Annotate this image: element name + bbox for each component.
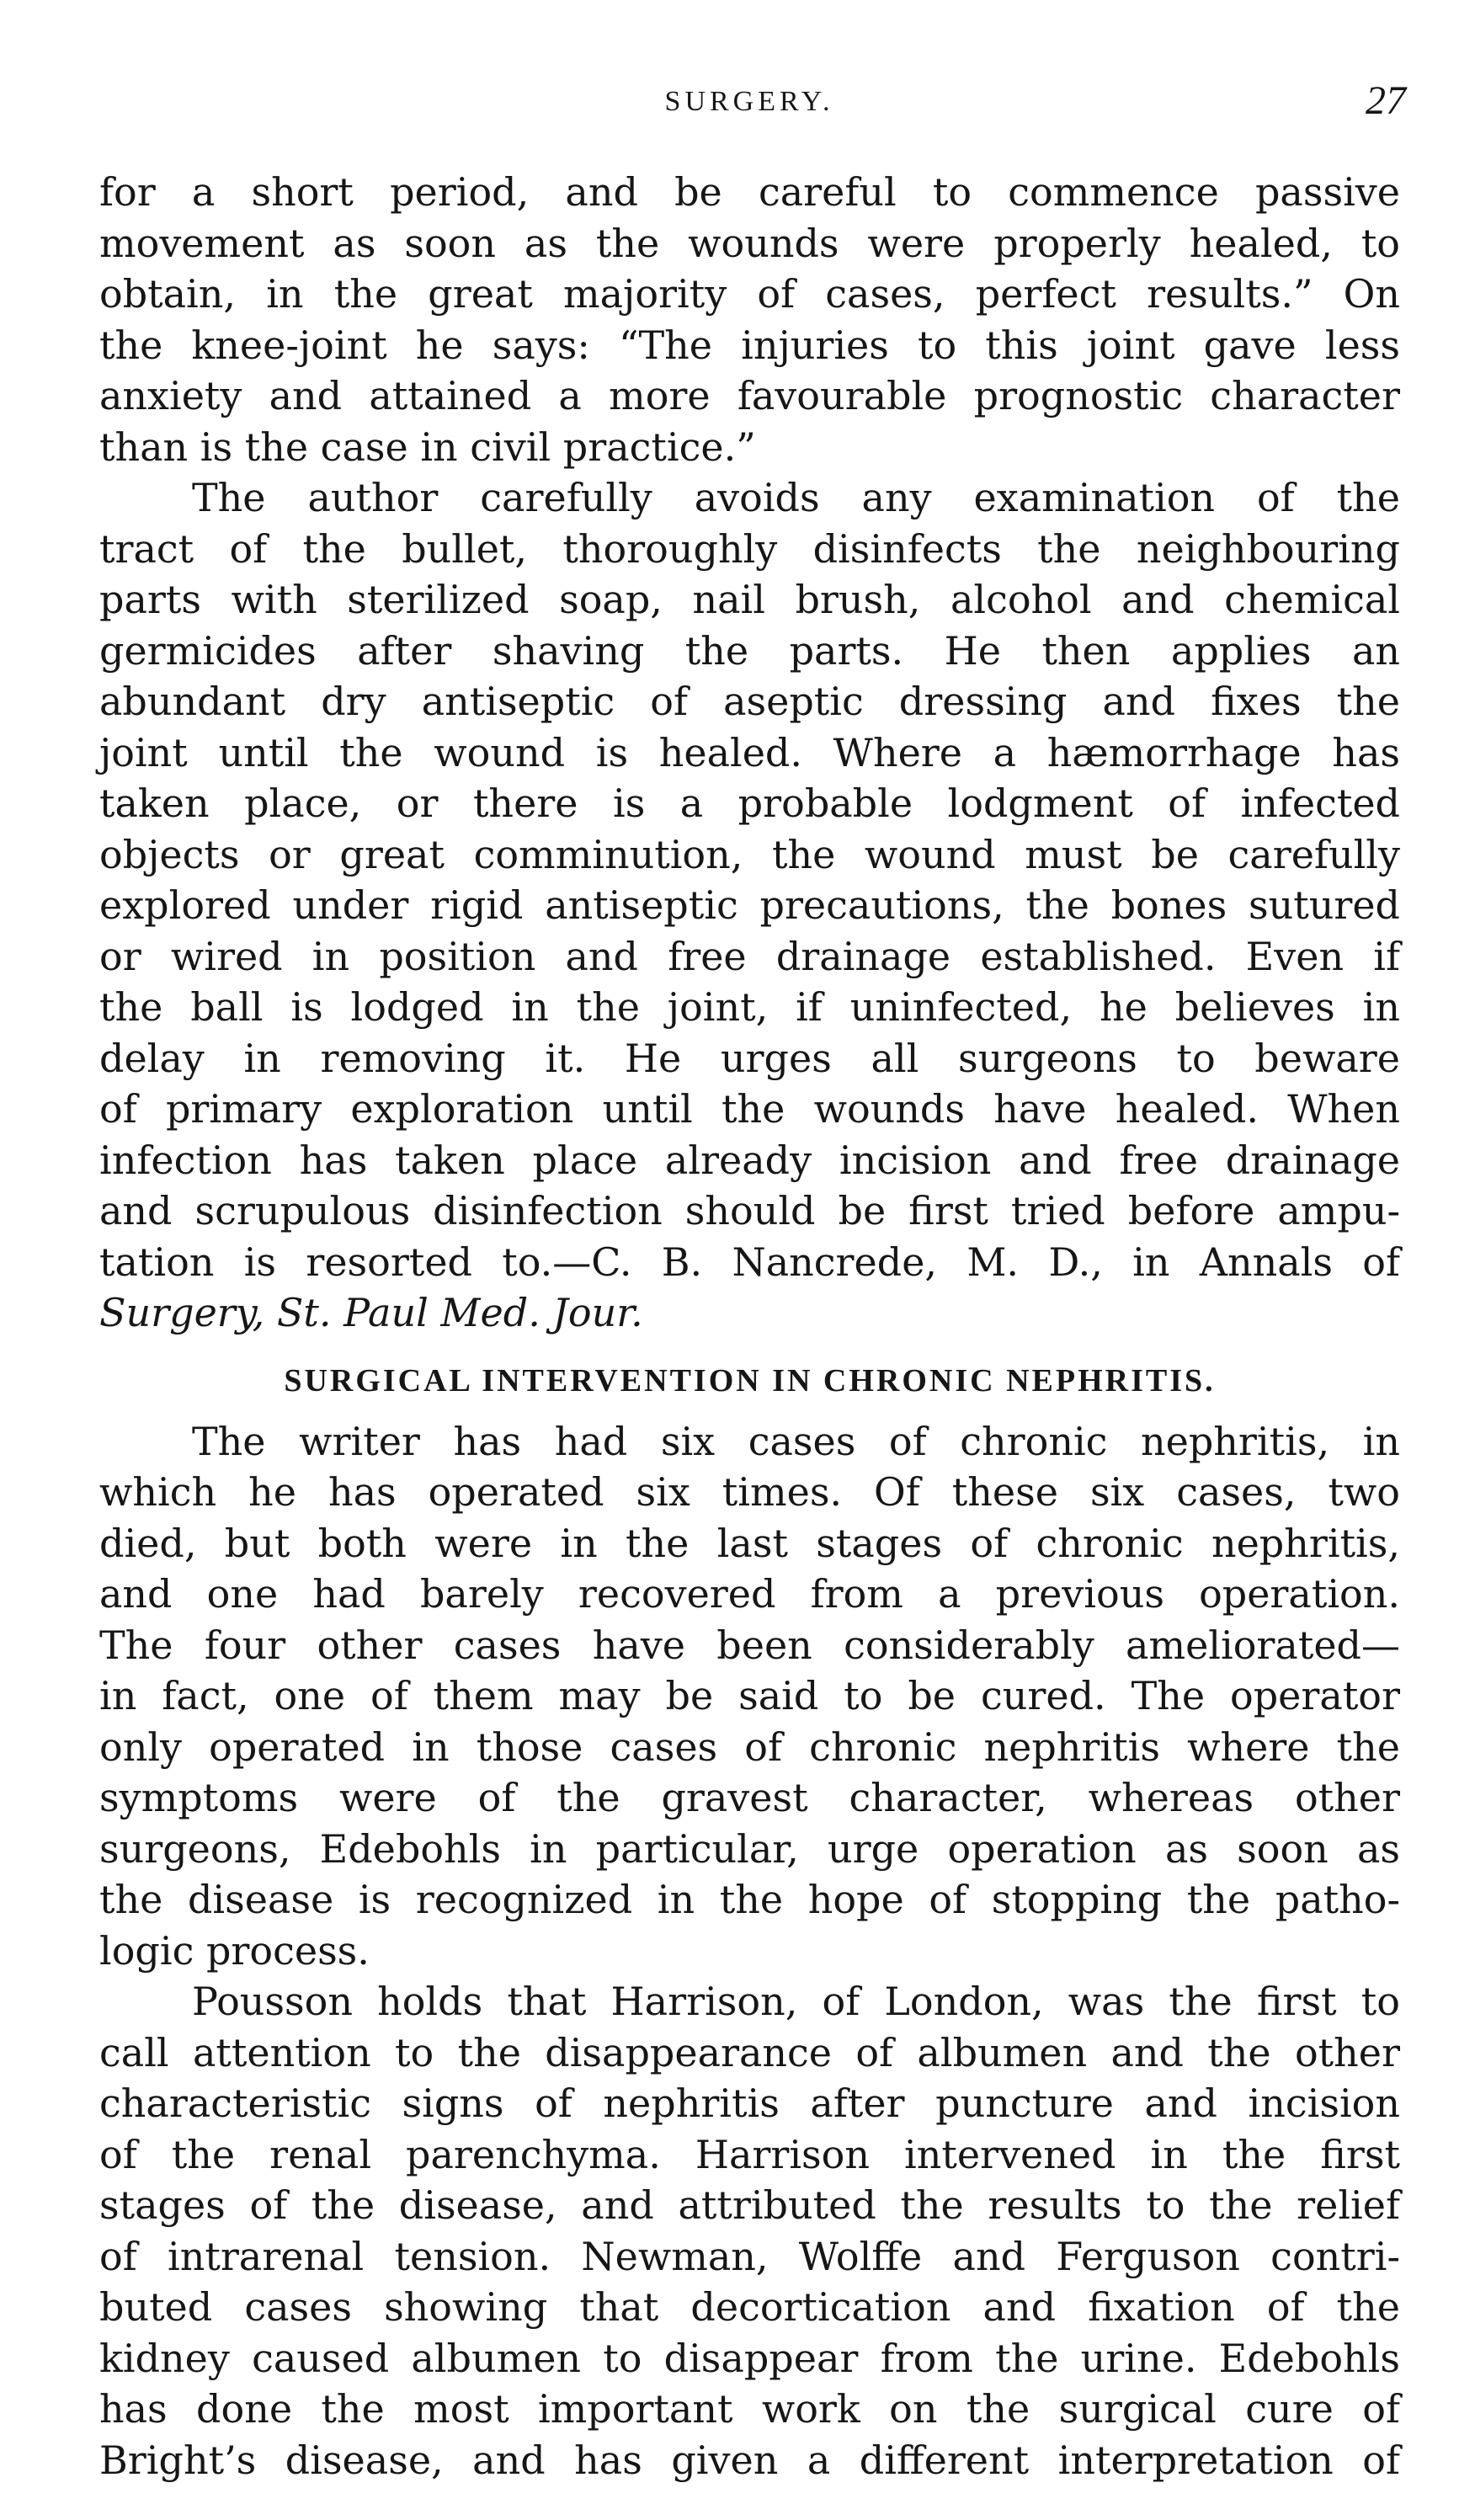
text-line: and scrupulous disinfection should be first tried before ampu-	[99, 1188, 1400, 1233]
body-text	[99, 167, 1400, 2485]
section-heading: SURGICAL INTERVENTION IN CHRONIC NEPHRITIS.	[284, 1362, 1216, 1399]
text-line: buted cases showing that decortication and fixation of the	[99, 2284, 1400, 2330]
text-line: tation is resorted to.—C. B. Nancrede, M. D., in Annals of	[99, 1239, 1400, 1285]
page-number: 27	[1366, 78, 1406, 123]
citation-line: Surgery, St. Paul Med. Jour.	[99, 1290, 643, 1335]
text-line: of the renal parenchyma. Harrison intervened in the first	[99, 2131, 1400, 2177]
text-line: Pousson holds that Harrison, of London, was the first to	[192, 1979, 1400, 2024]
paragraph-passive-movement	[99, 167, 1400, 472]
text-line: abundant dry antiseptic of aseptic dressing and fixes the	[99, 679, 1400, 724]
text-line: the disease is recognized in the hope of stopping the patho-	[99, 1877, 1400, 1922]
text-line: objects or great comminution, the wound must be carefully	[99, 831, 1400, 877]
running-head	[93, 77, 1406, 128]
text-line: of intrarenal tension. Newman, Wolffe and Ferguson contri-	[99, 2233, 1400, 2279]
text-line: of primary exploration until the wounds have healed. When	[99, 1086, 1400, 1132]
text-line: The writer has had six cases of chronic nephritis, in	[192, 1418, 1400, 1464]
text-line: parts with sterilized soap, nail brush, alcohol and chemical	[99, 577, 1400, 622]
text-line: explored under rigid antiseptic precautions, the bones sutured	[99, 882, 1400, 928]
text-line: The four other cases have been considerably ameliorated—	[99, 1622, 1400, 1668]
text-line: symptoms were of the gravest character, whereas other	[99, 1775, 1400, 1820]
text-line: died, but both were in the last stages of chronic nephritis,	[99, 1520, 1400, 1566]
paragraph-author-method	[99, 472, 1400, 1339]
text-line: the knee-joint he says: “The injuries to this joint gave less	[99, 322, 1400, 368]
text-line: kidney caused albumen to disappear from the urine. Edebohls	[99, 2335, 1400, 2381]
text-line: tract of the bullet, thoroughly disinfects the neighbouring	[99, 525, 1400, 572]
text-line: only operated in those cases of chronic nephritis where the	[99, 1724, 1400, 1770]
text-line: or wired in position and free drainage established. Even if	[99, 933, 1400, 979]
text-line: joint until the wound is healed. Where a hæmorrhage has	[99, 729, 1400, 775]
text-line: and one had barely recovered from a previous operation.	[99, 1571, 1400, 1617]
text-line: logic process.	[99, 1927, 370, 1974]
text-line: obtain, in the great majority of cases, perfect results.” On	[99, 271, 1400, 317]
paragraph-pousson	[99, 1976, 1400, 2485]
text-line: in fact, one of them may be said to be cured. The operator	[99, 1673, 1400, 1718]
text-line: germicides after shaving the parts. He then applies an	[99, 627, 1400, 674]
text-line: has done the most important work on the surgical cure of	[99, 2386, 1400, 2432]
text-line: than is the case in civil practice.”	[99, 424, 756, 470]
text-line: characteristic signs of nephritis after puncture and incision	[99, 2080, 1400, 2126]
text-line: taken place, or there is a probable lodgment of infected	[99, 781, 1400, 826]
text-line: delay in removing it. He urges all surgeons to beware	[99, 1035, 1400, 1081]
text-line: surgeons, Edebohls in particular, urge operation as soon as	[99, 1825, 1400, 1872]
text-line: which he has operated six times. Of these six cases, two	[99, 1469, 1400, 1515]
text-line: for a short period, and be careful to commence passive	[99, 169, 1400, 215]
text-line: The author carefully avoids any examination of the	[192, 475, 1400, 520]
text-line: infection has taken place already incision and free drainage	[99, 1137, 1400, 1183]
text-line: movement as soon as the wounds were properly healed, to	[99, 220, 1400, 266]
spacer	[99, 1339, 1400, 1345]
text-line: anxiety and attained a more favourable prognostic character	[99, 373, 1400, 418]
text-line: the ball is lodged in the joint, if uninfected, he believes in	[99, 984, 1400, 1030]
paragraph-six-cases	[99, 1416, 1400, 1977]
text-line: stages of the disease, and attributed the results to the relief	[99, 2182, 1400, 2228]
text-line: call attention to the disappearance of albumen and the other	[99, 2029, 1400, 2075]
text-line: Bright’s disease, and has given a different interpretation of	[99, 2437, 1400, 2483]
running-title: SURGERY.	[664, 86, 834, 117]
